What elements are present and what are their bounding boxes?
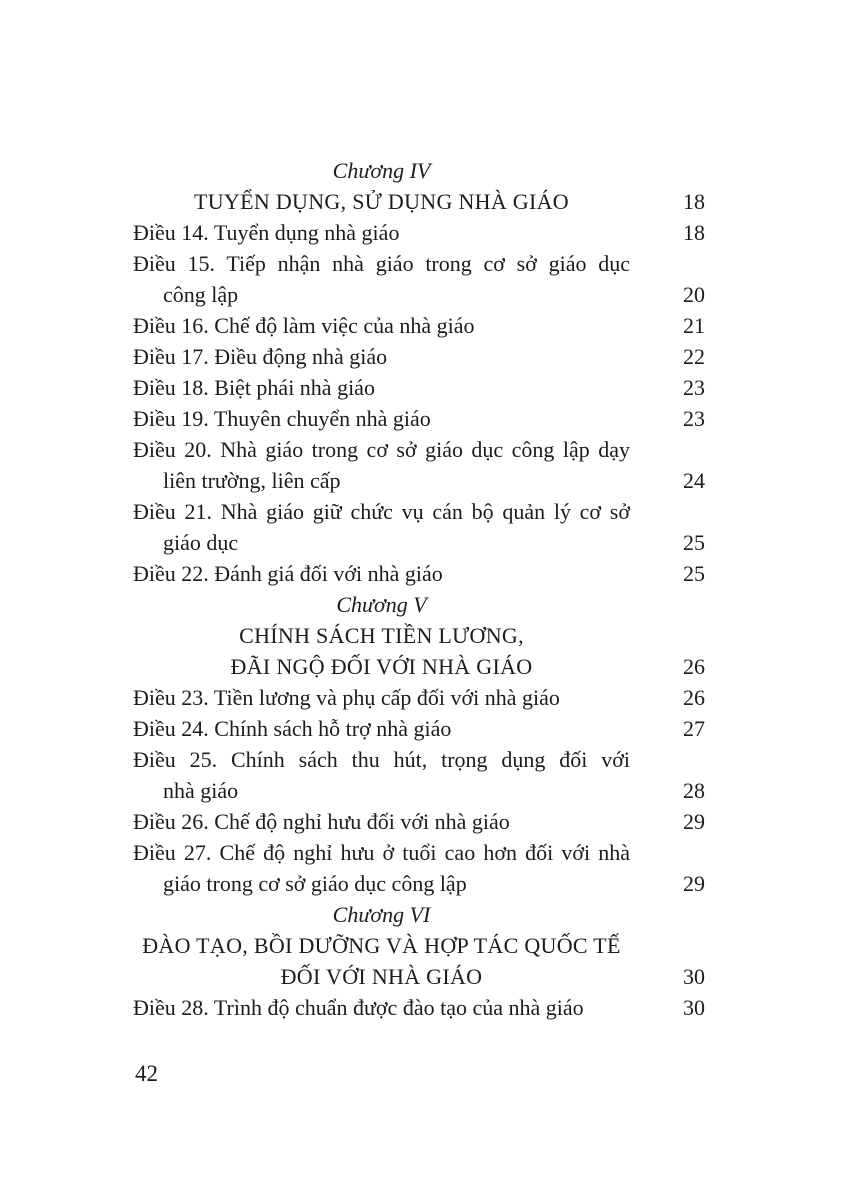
toc-row-chapter-title [133, 620, 705, 651]
toc-row-entry [133, 806, 705, 837]
footer-page-number: 42 [135, 1061, 158, 1086]
toc-row-text: Điều 26. Chế độ nghỉ hưu đối với nhà giáo [133, 809, 510, 834]
toc-page-number: 22 [683, 344, 705, 369]
toc-row-text: giáo dục [163, 530, 239, 555]
toc-row-text: Điều 19. Thuyên chuyển nhà giáo [133, 406, 431, 431]
toc-row-text: Điều 25. Chính sách thu hút, trọng dụng đối với [133, 747, 630, 772]
toc-page-number: 30 [683, 995, 705, 1020]
toc-row-chapter-title [133, 961, 705, 992]
toc-row-chapter-label [133, 899, 705, 930]
toc-page-number: 23 [683, 375, 705, 400]
toc-page-number: 18 [683, 189, 705, 214]
toc-row-text: Điều 27. Chế độ nghỉ hưu ở tuổi cao hơn đối với nhà [133, 840, 630, 865]
toc [133, 155, 705, 1023]
toc-row-text: Chương V [336, 592, 427, 617]
toc-row-text: giáo trong cơ sở giáo dục công lập [163, 871, 467, 896]
toc-row-text: Điều 23. Tiền lương và phụ cấp đối với nhà giáo [133, 685, 560, 710]
toc-page-number: 27 [683, 716, 705, 741]
toc-row-text: Điều 16. Chế độ làm việc của nhà giáo [133, 313, 475, 338]
toc-row-entry [133, 403, 705, 434]
toc-row-entry-start [133, 744, 705, 775]
toc-page-number: 29 [683, 809, 705, 834]
toc-page-number: 25 [683, 561, 705, 586]
toc-row-chapter-title [133, 930, 705, 961]
toc-row-entry [133, 992, 705, 1023]
toc-page-number: 18 [683, 220, 705, 245]
toc-row-entry-cont [133, 527, 705, 558]
toc-row-text: Điều 22. Đánh giá đối với nhà giáo [133, 561, 443, 586]
toc-row-entry [133, 372, 705, 403]
toc-row-chapter-label [133, 155, 705, 186]
toc-row-text: ĐÀO TẠO, BỒI DƯỠNG VÀ HỢP TÁC QUỐC TẾ [142, 933, 621, 958]
toc-row-text: Điều 20. Nhà giáo trong cơ sở giáo dục công lập dạy [133, 437, 630, 462]
toc-row-text: Điều 21. Nhà giáo giữ chức vụ cán bộ quản lý cơ sở [133, 499, 630, 524]
toc-row-entry-cont [133, 775, 705, 806]
toc-page-number: 26 [683, 654, 705, 679]
toc-page-number: 20 [683, 282, 705, 307]
toc-row-text: Điều 17. Điều động nhà giáo [133, 344, 388, 369]
toc-row-text: Chương IV [332, 158, 431, 183]
toc-row-entry-start [133, 837, 705, 868]
toc-page-number: 21 [683, 313, 705, 338]
toc-row-text: ĐỐI VỚI NHÀ GIÁO [280, 964, 483, 989]
toc-row-text: nhà giáo [163, 778, 239, 803]
toc-page-number: 30 [683, 964, 705, 989]
toc-row-text: liên trường, liên cấp [163, 468, 341, 493]
toc-page-number: 29 [683, 871, 705, 896]
toc-row-text: Điều 28. Trình độ chuẩn được đào tạo của nhà giáo [133, 995, 584, 1020]
toc-row-entry-start [133, 434, 705, 465]
toc-row-chapter-title [133, 186, 705, 217]
toc-row-text: Chương VI [332, 902, 431, 927]
toc-row-entry [133, 310, 705, 341]
toc-row-text: Điều 15. Tiếp nhận nhà giáo trong cơ sở giáo dục [133, 251, 630, 276]
toc-row-entry-start [133, 248, 705, 279]
toc-row-entry [133, 217, 705, 248]
toc-page-number: 26 [683, 685, 705, 710]
toc-row-entry [133, 341, 705, 372]
toc-row-entry-cont [133, 868, 705, 899]
toc-row-entry [133, 713, 705, 744]
toc-row-chapter-title [133, 651, 705, 682]
toc-row-text: công lập [163, 282, 239, 307]
toc-row-entry [133, 558, 705, 589]
toc-row-entry-cont [133, 465, 705, 496]
toc-row-text: CHÍNH SÁCH TIỀN LƯƠNG, [239, 623, 524, 648]
toc-row-entry [133, 682, 705, 713]
toc-page-number: 25 [683, 530, 705, 555]
toc-row-text: Điều 14. Tuyển dụng nhà giáo [133, 220, 400, 245]
toc-row-text: ĐÃI NGỘ ĐỐI VỚI NHÀ GIÁO [230, 654, 533, 679]
toc-row-entry-start [133, 496, 705, 527]
toc-page-number: 28 [683, 778, 705, 803]
toc-row-text: Điều 18. Biệt phái nhà giáo [133, 375, 375, 400]
toc-row-entry-cont [133, 279, 705, 310]
toc-page-number: 23 [683, 406, 705, 431]
toc-row-text: Điều 24. Chính sách hỗ trợ nhà giáo [133, 716, 452, 741]
toc-row-text: TUYỂN DỤNG, SỬ DỤNG NHÀ GIÁO [194, 189, 569, 214]
toc-page-number: 24 [683, 468, 705, 493]
toc-row-chapter-label [133, 589, 705, 620]
